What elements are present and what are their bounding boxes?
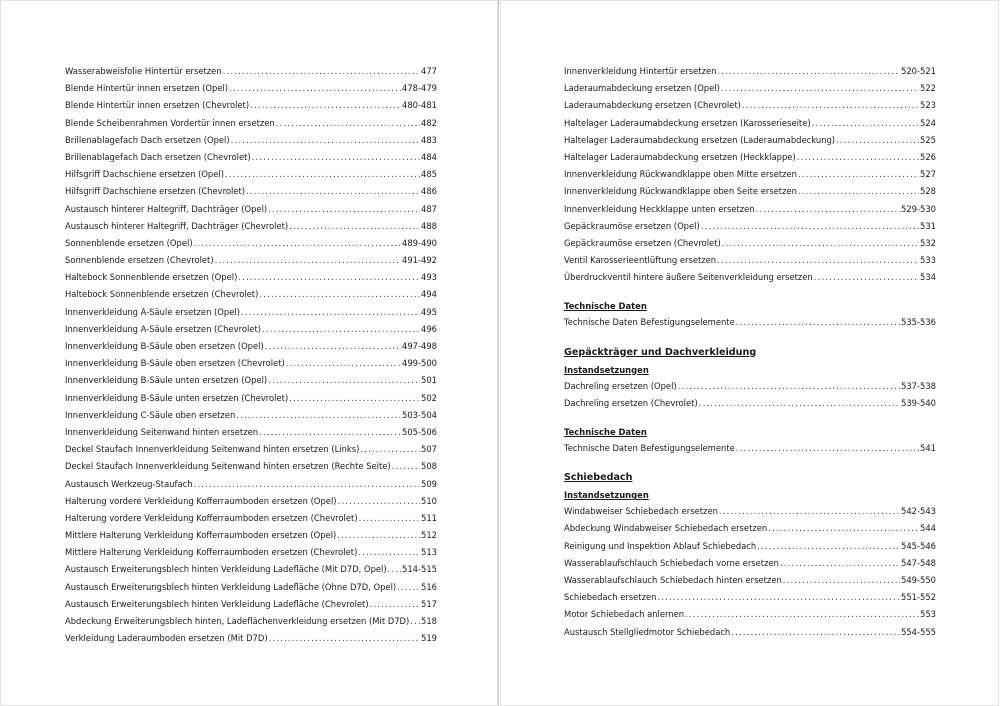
toc-entry-title: Brillenablagefach Dach ersetzen (Opel) — [65, 134, 230, 145]
toc-entry-page-number: 542-543 — [901, 506, 936, 517]
toc-entry-page-number: 494 — [421, 289, 437, 300]
dot-leader — [358, 544, 420, 561]
right-page — [500, 0, 999, 706]
toc-entry-page-number: 532 — [920, 237, 936, 248]
toc-entry[interactable] — [65, 407, 437, 424]
toc-entry-title: Ventil Karosserieentlüftung ersetzen — [564, 255, 717, 266]
toc-entry-title: Mittlere Halterung Verkleidung Kofferraumboden ersetzen (Opel) — [65, 530, 337, 541]
toc-entry-page-number: 496 — [421, 323, 437, 334]
toc-entry[interactable] — [65, 166, 437, 183]
dot-leader — [701, 218, 919, 235]
toc-entry-page-number: 491-492 — [402, 255, 437, 266]
dot-leader — [236, 407, 401, 424]
toc-entry-page-number: 522 — [920, 83, 936, 94]
toc-entry-title: Austausch Erweiterungsblech hinten Verkleidung Ladefläche (Chevrolet) — [65, 598, 369, 609]
dot-leader — [252, 149, 420, 166]
toc-entry-page-number: 483 — [421, 134, 437, 145]
toc-entry-page-number: 512 — [421, 530, 437, 541]
toc-entry-page-number: 526 — [920, 151, 936, 162]
toc-entry-page-number: 523 — [920, 100, 936, 111]
dot-leader — [836, 132, 919, 149]
toc-entry-title: Halterung vordere Verkleidung Kofferraumboden ersetzen (Opel) — [65, 495, 337, 506]
dot-leader — [783, 572, 900, 589]
toc-entry-page-number: 528 — [920, 186, 936, 197]
dot-leader — [262, 321, 420, 338]
toc-entry-page-number: 529-530 — [901, 203, 936, 214]
dot-leader — [678, 378, 900, 395]
toc-entry-page-number: 477 — [421, 66, 437, 76]
toc-entry[interactable] — [65, 80, 437, 97]
toc-entry-title: Wasserablaufschlauch Schiebedach hinten ersetzen — [564, 574, 782, 585]
toc-entry[interactable] — [564, 132, 936, 149]
toc-entry-title: Innenverkleidung Heckklappe unten ersetzen — [564, 203, 755, 214]
toc-entry-page-number: 503-504 — [402, 409, 437, 420]
toc-entry[interactable] — [65, 544, 437, 561]
toc-entry-page-number: 489-490 — [402, 237, 437, 248]
toc-entry-page-number: 495 — [421, 306, 437, 317]
dot-leader — [238, 269, 420, 286]
toc-entry[interactable] — [564, 378, 936, 395]
toc-entry-page-number: 478-479 — [402, 83, 437, 94]
toc-entry[interactable] — [65, 269, 437, 286]
toc-entry-page-number: 517 — [421, 598, 437, 609]
techdata-entries-2 — [564, 440, 936, 457]
dot-leader — [757, 538, 900, 555]
toc-entry[interactable] — [65, 97, 437, 114]
toc-entry[interactable] — [65, 510, 437, 527]
dot-leader — [717, 63, 900, 80]
toc-entry[interactable] — [65, 458, 437, 475]
toc-entry[interactable] — [65, 286, 437, 303]
toc-entry-page-number: 551-552 — [901, 592, 936, 603]
toc-entry[interactable] — [65, 235, 437, 252]
toc-entry[interactable] — [65, 252, 437, 269]
toc-entry-title: Innenverkleidung Hintertür ersetzen — [564, 66, 717, 76]
toc-entry-title: Austausch hinterer Haltegriff, Dachträger (Opel) — [65, 203, 268, 214]
toc-entry-title: Verkleidung Laderaumboden ersetzen (Mit D7D) — [65, 633, 268, 644]
toc-entry[interactable] — [65, 304, 437, 321]
toc-entry-page-number: 516 — [421, 581, 437, 592]
dot-leader — [731, 624, 900, 641]
dot-leader — [812, 115, 919, 132]
dot-leader — [721, 80, 919, 97]
toc-entry-page-number: 505-506 — [402, 426, 437, 437]
toc-entry[interactable] — [564, 589, 936, 606]
toc-entry-title: Blende Hintertür innen ersetzen (Chevrolet) — [65, 100, 250, 111]
dot-leader — [719, 503, 900, 520]
toc-entry[interactable] — [564, 440, 936, 457]
toc-entry-page-number: 531 — [920, 220, 936, 231]
toc-entry[interactable] — [564, 97, 936, 114]
dot-leader — [194, 476, 420, 493]
toc-entry-page-number: 553 — [920, 609, 936, 620]
toc-entry-page-number: 535-536 — [901, 317, 936, 328]
toc-entry-title: Dachreling ersetzen (Opel) — [564, 380, 677, 391]
toc-entry-title: Innenverkleidung B-Säule unten ersetzen (Opel) — [65, 375, 268, 386]
dot-leader — [798, 183, 919, 200]
toc-entry-page-number: 493 — [421, 272, 437, 283]
toc-entry[interactable] — [65, 115, 437, 132]
toc-entry-page-number: 509 — [421, 478, 437, 489]
toc-entry[interactable] — [564, 149, 936, 166]
toc-entry[interactable] — [564, 395, 936, 412]
toc-entry-title: Austausch Erweiterungsblech hinten Verkleidung Ladefläche (Mit D7D, Opel) — [65, 564, 387, 575]
dot-leader — [194, 235, 401, 252]
toc-entry[interactable] — [65, 321, 437, 338]
toc-entry-title: Blende Hintertür innen ersetzen (Opel) — [65, 83, 229, 94]
toc-entry[interactable] — [564, 314, 936, 331]
toc-entry-page-number: 545-546 — [901, 540, 936, 551]
techdata-heading-2: Technische Daten — [564, 427, 647, 437]
toc-entry[interactable] — [65, 149, 437, 166]
dot-leader — [410, 613, 420, 630]
toc-entry-title: Wasserabweisfolie Hintertür ersetzen — [65, 66, 222, 76]
toc-entry-title: Mittlere Halterung Verkleidung Kofferraumboden ersetzen (Chevrolet) — [65, 547, 358, 558]
toc-entry-page-number: 486 — [421, 186, 437, 197]
toc-entry-title: Motor Schiebedach anlernen — [564, 609, 685, 620]
toc-entry[interactable] — [564, 555, 936, 572]
toc-entry[interactable] — [564, 538, 936, 555]
toc-entry-page-number: 524 — [920, 117, 936, 128]
toc-entry[interactable] — [65, 424, 437, 441]
toc-entry-title: Technische Daten Befestigungselemente — [564, 443, 735, 453]
toc-entry-page-number: 488 — [421, 220, 437, 231]
toc-entry[interactable] — [564, 201, 936, 218]
dot-leader — [223, 63, 420, 80]
dot-leader — [337, 527, 420, 544]
dot-leader — [265, 338, 401, 355]
toc-entry[interactable] — [65, 201, 437, 218]
toc-entry[interactable] — [564, 572, 936, 589]
toc-entry-title: Innenverkleidung Rückwandklappe oben Mitte ersetzen — [564, 169, 797, 180]
toc-entry[interactable] — [564, 166, 936, 183]
toc-entry-page-number: 480-481 — [402, 100, 437, 111]
toc-entry-title: Austausch hinterer Haltegriff, Dachträger (Chevrolet) — [65, 220, 289, 231]
toc-entry-page-number: 511 — [421, 512, 437, 523]
dot-leader — [392, 458, 420, 475]
toc-entry-title: Wasserablaufschlauch Schiebedach vorne ersetzen — [564, 557, 779, 568]
dot-leader — [768, 520, 919, 537]
dot-leader — [699, 395, 900, 412]
left-toc-column — [65, 63, 437, 647]
toc-entry[interactable] — [564, 624, 936, 641]
dot-leader — [717, 252, 919, 269]
toc-entry[interactable] — [65, 527, 437, 544]
toc-entry-page-number: 519 — [421, 633, 437, 644]
toc-entry[interactable] — [65, 390, 437, 407]
toc-entry-page-number: 482 — [421, 117, 437, 128]
toc-entry-title: Innenverkleidung A-Säule ersetzen (Chevrolet) — [65, 323, 261, 334]
toc-entry-title: Haltelager Laderaumabdeckung ersetzen (Heckklappe) — [564, 151, 796, 162]
dot-leader — [797, 149, 919, 166]
toc-entry[interactable] — [65, 132, 437, 149]
techdata-entries-1 — [564, 314, 936, 331]
dot-leader — [360, 441, 420, 458]
dot-leader — [742, 97, 919, 114]
dot-leader — [370, 596, 420, 613]
dot-leader — [246, 183, 420, 200]
toc-entry-page-number: 484 — [421, 151, 437, 162]
toc-entry[interactable] — [564, 520, 936, 537]
dot-leader — [289, 218, 420, 235]
toc-entry-title: Haltebock Sonnenblende ersetzen (Chevrolet) — [65, 289, 259, 300]
toc-entry-page-number: 499-500 — [402, 358, 437, 369]
section-heading-roof: Gepäckträger und Dachverkleidung — [564, 346, 757, 358]
toc-entry[interactable] — [65, 493, 437, 510]
toc-entry[interactable] — [564, 252, 936, 269]
dot-leader — [268, 372, 420, 389]
dot-leader — [241, 304, 420, 321]
dot-leader — [736, 440, 919, 457]
toc-entry-title: Innenverkleidung B-Säule oben ersetzen (Chevrolet) — [65, 358, 285, 369]
toc-entry-title: Laderaumabdeckung ersetzen (Chevrolet) — [564, 100, 741, 111]
toc-entry[interactable] — [564, 80, 936, 97]
dot-leader — [259, 424, 401, 441]
toc-entry-page-number: 507 — [421, 444, 437, 455]
dot-leader — [215, 252, 401, 269]
toc-entry[interactable] — [564, 183, 936, 200]
toc-entry[interactable] — [65, 596, 437, 613]
toc-entry-page-number: 554-555 — [901, 626, 936, 637]
toc-entry-title: Hilfsgriff Dachschiene ersetzen (Opel) — [65, 169, 224, 180]
dot-leader — [388, 561, 401, 578]
toc-entry-page-number: 508 — [421, 461, 437, 472]
dot-leader — [780, 555, 900, 572]
toc-entry-title: Deckel Staufach Innenverkleidung Seitenwand hinten ersetzen (Rechte Seite) — [65, 461, 391, 472]
toc-entry-title: Haltelager Laderaumabdeckung ersetzen (Laderaumabdeckung) — [564, 134, 836, 145]
toc-entry-title: Technische Daten Befestigungselemente — [564, 317, 735, 328]
toc-entry[interactable] — [564, 218, 936, 235]
dot-leader — [814, 269, 919, 286]
toc-entry-title: Deckel Staufach Innenverkleidung Seitenwand hinten ersetzen (Links) — [65, 444, 360, 455]
toc-entry-page-number: 518 — [421, 616, 437, 626]
toc-entry-title: Innenverkleidung B-Säule oben ersetzen (Opel) — [65, 341, 264, 351]
toc-entry[interactable] — [65, 613, 437, 630]
toc-entry[interactable] — [564, 115, 936, 132]
toc-entry-page-number: 501 — [421, 375, 437, 386]
toc-entry[interactable] — [65, 579, 437, 596]
toc-entry-title: Gepäckraumöse ersetzen (Opel) — [564, 220, 700, 231]
dot-leader — [685, 606, 919, 623]
sunroof-sub-heading: Instandsetzungen — [564, 490, 649, 501]
toc-entry-title: Haltebock Sonnenblende ersetzen (Opel) — [65, 272, 238, 283]
dot-leader — [286, 355, 401, 372]
toc-entry[interactable] — [65, 338, 437, 355]
toc-entry-page-number: 497-498 — [402, 341, 437, 351]
dot-leader — [397, 579, 420, 596]
toc-entry[interactable] — [564, 269, 936, 286]
toc-entry[interactable] — [65, 372, 437, 389]
toc-entry-title: Haltelager Laderaumabdeckung ersetzen (Karosserieseite) — [564, 117, 811, 128]
dot-leader — [359, 510, 420, 527]
toc-entry-page-number: 534 — [920, 272, 936, 283]
toc-entry-title: Windabweiser Schiebedach ersetzen — [564, 506, 718, 517]
section-heading-sunroof: Schiebedach — [564, 472, 633, 484]
toc-entry-title: Halterung vordere Verkleidung Kofferraumboden ersetzen (Chevrolet) — [65, 512, 358, 523]
toc-entry-page-number: 527 — [920, 169, 936, 180]
toc-entry[interactable] — [65, 355, 437, 372]
toc-entry-title: Brillenablagefach Dach ersetzen (Chevrolet) — [65, 151, 251, 162]
toc-entry[interactable] — [564, 503, 936, 520]
toc-entry-title: Überdruckventil hintere äußere Seitenverkleidung ersetzen — [564, 272, 813, 283]
toc-entry-title: Abdeckung Erweiterungsblech hinten, Ladeflächenverkleidung ersetzen (Mit D7D) — [65, 616, 410, 626]
toc-entry-page-number: 510 — [421, 495, 437, 506]
roof-sub-heading: Instandsetzungen — [564, 364, 649, 375]
toc-entry[interactable] — [65, 441, 437, 458]
toc-entry-title: Innenverkleidung C-Säule oben ersetzen — [65, 409, 236, 420]
dot-leader — [268, 201, 420, 218]
right-toc-column — [564, 63, 936, 641]
left-page — [0, 0, 499, 706]
toc-entry[interactable] — [564, 606, 936, 623]
toc-entry-title: Sonnenblende ersetzen (Opel) — [65, 237, 193, 248]
toc-entry-page-number: 537-538 — [901, 380, 936, 391]
toc-entry-page-number: 514-515 — [402, 564, 437, 575]
toc-entry-page-number: 533 — [920, 255, 936, 266]
roof-entries — [564, 378, 936, 412]
dot-leader — [276, 115, 420, 132]
dot-leader — [231, 132, 420, 149]
dot-leader — [289, 390, 420, 407]
toc-entry-page-number: 547-548 — [901, 557, 936, 568]
toc-entry-page-number: 513 — [421, 547, 437, 558]
dot-leader — [736, 314, 900, 331]
toc-entry-title: Austausch Erweiterungsblech hinten Verkleidung Ladefläche (Ohne D7D, Opel) — [65, 581, 397, 592]
toc-entry[interactable] — [65, 476, 437, 493]
toc-entry-page-number: 549-550 — [901, 574, 936, 585]
toc-entry-title: Blende Scheibenrahmen Vordertür innen ersetzen — [65, 117, 275, 128]
toc-entry[interactable] — [65, 630, 437, 647]
toc-entry-title: Reinigung und Inspektion Ablauf Schiebedach — [564, 540, 757, 551]
toc-entry-title: Innenverkleidung Seitenwand hinten ersetzen — [65, 426, 259, 437]
dot-leader — [798, 166, 919, 183]
dot-leader — [259, 286, 420, 303]
dot-leader — [338, 493, 420, 510]
toc-entry-title: Abdeckung Windabweiser Schiebedach ersetzen — [564, 523, 768, 534]
toc-entry[interactable] — [65, 218, 437, 235]
toc-entry-page-number: 525 — [920, 134, 936, 145]
toc-entry-title: Hilfsgriff Dachschiene ersetzen (Chevrolet) — [65, 186, 246, 197]
toc-entry-page-number: 502 — [421, 392, 437, 403]
toc-entry-title: Austausch Stellgliedmotor Schiebedach — [564, 626, 731, 637]
toc-entry-page-number: 487 — [421, 203, 437, 214]
toc-entry[interactable] — [65, 63, 437, 80]
toc-entry[interactable] — [65, 561, 437, 578]
toc-entry-title: Innenverkleidung A-Säule ersetzen (Opel) — [65, 306, 240, 317]
toc-entry-title: Gepäckraumöse ersetzen (Chevrolet) — [564, 237, 721, 248]
toc-entry-page-number: 520-521 — [901, 66, 936, 76]
dot-leader — [269, 630, 420, 647]
toc-entry-page-number: 541 — [920, 443, 936, 453]
sunroof-entries — [564, 503, 936, 641]
toc-entry-title: Laderaumabdeckung ersetzen (Opel) — [564, 83, 720, 94]
toc-entry-title: Innenverkleidung B-Säule unten ersetzen (Chevrolet) — [65, 392, 289, 403]
toc-entry[interactable] — [564, 235, 936, 252]
dot-leader — [657, 589, 900, 606]
toc-entry-title: Sonnenblende ersetzen (Chevrolet) — [65, 255, 214, 266]
toc-entry-title: Dachreling ersetzen (Chevrolet) — [564, 397, 698, 408]
toc-entry[interactable] — [65, 183, 437, 200]
dot-leader — [229, 80, 401, 97]
toc-entry[interactable] — [564, 63, 936, 80]
dot-leader — [250, 97, 401, 114]
techdata-heading-1: Technische Daten — [564, 301, 647, 312]
dot-leader — [722, 235, 919, 252]
toc-entry-page-number: 539-540 — [901, 397, 936, 408]
toc-entry-title: Schiebedach ersetzen — [564, 592, 657, 603]
toc-entry-page-number: 485 — [421, 169, 437, 180]
dot-leader — [225, 166, 420, 183]
toc-entry-page-number: 544 — [920, 523, 936, 534]
toc-entry-title: Austausch Werkzeug-Staufach — [65, 478, 193, 489]
right-entries-top — [564, 63, 936, 286]
dot-leader — [756, 201, 900, 218]
toc-entry-title: Innenverkleidung Rückwandklappe oben Seite ersetzen — [564, 186, 797, 197]
